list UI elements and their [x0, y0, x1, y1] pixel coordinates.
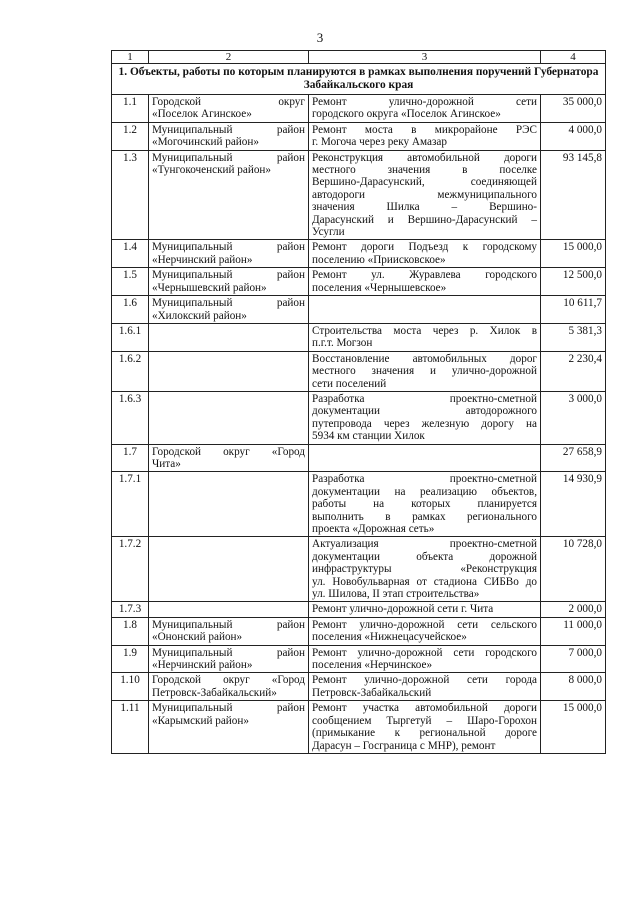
- row-number: 1.9: [112, 645, 149, 673]
- work-cell: [309, 391, 541, 444]
- table-row: [112, 602, 606, 617]
- table-row: [112, 673, 606, 701]
- entity-cell-line: «Тунгокоченский район»: [152, 164, 271, 177]
- entity-cell-line: «Чернышевский район»: [152, 281, 267, 294]
- entity-cell: [149, 351, 309, 391]
- work-cell: [309, 351, 541, 391]
- work-cell-line: местного значения в поселке: [312, 164, 537, 177]
- work-cell-line: 5934 км станции Хилок: [312, 430, 425, 443]
- row-number: 1.4: [112, 240, 149, 268]
- work-cell-line: Усугли: [312, 226, 345, 239]
- work-cell-line: Ремонт дороги Подъезд к городскому: [312, 241, 537, 254]
- work-cell-line: Ремонт участка автомобильной дороги: [312, 702, 537, 715]
- work-cell-line: выполнить в рамках регионального: [312, 510, 537, 523]
- amount-cell: 5 381,3: [541, 323, 606, 351]
- entity-cell-line: «Поселок Агинское»: [152, 108, 252, 121]
- work-cell-line: сообщением Тыргетуй – Шаро-Горохон: [312, 714, 537, 727]
- table-row: [112, 122, 606, 150]
- work-cell: [309, 602, 541, 617]
- amount-cell: 10 611,7: [541, 296, 606, 324]
- entity-cell-line: «Могочинский район»: [152, 136, 259, 149]
- amount-cell: 8 000,0: [541, 673, 606, 701]
- work-cell-line: п.г.т. Могзон: [312, 337, 373, 350]
- work-cell: [309, 701, 541, 754]
- page-number: 3: [316, 30, 324, 45]
- table-body: [112, 51, 606, 754]
- entity-cell: [149, 472, 309, 537]
- entity-cell: [149, 150, 309, 240]
- work-cell-line: ул. Новобульварная от стадиона СИБВо до: [312, 575, 537, 588]
- work-cell: [309, 673, 541, 701]
- work-cell-line: Реконструкция автомобильной дороги: [312, 151, 537, 164]
- entity-cell: [149, 673, 309, 701]
- table-row: [112, 323, 606, 351]
- amount-cell: 12 500,0: [541, 268, 606, 296]
- row-number: 1.2: [112, 122, 149, 150]
- work-cell: [309, 150, 541, 240]
- work-cell: [309, 296, 541, 324]
- row-number: 1.1: [112, 95, 149, 123]
- entity-cell: [149, 240, 309, 268]
- row-number: 1.7.1: [112, 472, 149, 537]
- work-cell-line: городского округа «Поселок Агинское»: [312, 108, 501, 121]
- row-number: 1.6: [112, 296, 149, 324]
- amount-cell: 14 930,9: [541, 472, 606, 537]
- section-row: [112, 64, 606, 95]
- entity-cell-line: Городской округ «Город: [152, 674, 305, 687]
- work-cell-line: Петровск-Забайкальский: [312, 686, 432, 699]
- entity-cell-line: Муниципальный район: [152, 646, 305, 659]
- amount-cell: 7 000,0: [541, 645, 606, 673]
- entity-cell-line: «Нерчинский район»: [152, 253, 253, 266]
- work-cell-line: г. Могоча через реку Амазар: [312, 136, 447, 149]
- row-number: 1.6.1: [112, 323, 149, 351]
- row-number: 1.7.2: [112, 537, 149, 602]
- entity-cell-line: «Хилокский район»: [152, 309, 247, 322]
- amount-cell: 3 000,0: [541, 391, 606, 444]
- amount-cell: 2 000,0: [541, 602, 606, 617]
- entity-cell-line: «Карымский район»: [152, 714, 249, 727]
- amount-cell: 2 230,4: [541, 351, 606, 391]
- entity-cell-line: «Ононский район»: [152, 631, 243, 644]
- table-row: [112, 150, 606, 240]
- row-number: 1.10: [112, 673, 149, 701]
- section-title: 1. Объекты, работы по которым планируются в рамках выполнения поручений Губернатора Забайкальского края: [112, 64, 606, 95]
- row-number: 1.8: [112, 617, 149, 645]
- entity-cell-line: Муниципальный район: [152, 269, 305, 282]
- table-row: [112, 444, 606, 472]
- work-cell-line: Ремонт улично-дорожной сети г. Чита: [312, 603, 494, 616]
- work-cell: [309, 617, 541, 645]
- work-cell: [309, 268, 541, 296]
- amount-cell: 4 000,0: [541, 122, 606, 150]
- work-cell-line: Ремонт улично-дорожной сети сельского: [312, 618, 537, 631]
- work-cell-line: (примыкание к региональной дороге: [312, 727, 537, 740]
- work-cell-line: путепровода через железную дорогу на: [312, 417, 537, 430]
- amount-cell: 15 000,0: [541, 701, 606, 754]
- entity-cell-line: Муниципальный район: [152, 618, 305, 631]
- entity-cell: [149, 95, 309, 123]
- header-cell: 1: [112, 51, 149, 64]
- work-cell: [309, 240, 541, 268]
- work-cell-line: ул. Шилова, II этап строительства»: [312, 588, 480, 601]
- work-cell-line: Строительства моста через р. Хилок в: [312, 324, 537, 337]
- row-number: 1.6.3: [112, 391, 149, 444]
- work-cell: [309, 323, 541, 351]
- work-cell-line: документации автодорожного: [312, 405, 537, 418]
- entity-cell-line: Муниципальный район: [152, 151, 305, 164]
- work-cell-line: проекта «Дорожная сеть»: [312, 523, 435, 535]
- entity-cell-line: Петровск-Забайкальский»: [152, 686, 277, 699]
- amount-cell: 15 000,0: [541, 240, 606, 268]
- work-cell-line: работы на которых планируется: [312, 498, 537, 511]
- work-cell-line: Актуализация проектно-сметной: [312, 538, 537, 551]
- work-cell-line: документации на реализацию объектов,: [312, 485, 537, 498]
- work-cell: [309, 537, 541, 602]
- entity-cell: [149, 268, 309, 296]
- entity-cell: [149, 391, 309, 444]
- header-cell: 2: [149, 51, 309, 64]
- row-number: 1.7.3: [112, 602, 149, 617]
- work-cell-line: Ремонт улично-дорожной сети города: [312, 674, 537, 687]
- entity-cell-line: «Нерчинский район»: [152, 659, 253, 672]
- work-cell-line: Ремонт улично-дорожной сети: [312, 96, 537, 108]
- table-row: [112, 617, 606, 645]
- entity-cell: [149, 602, 309, 617]
- entity-cell-line: Городской округ «Город: [152, 445, 305, 458]
- work-cell-line: инфраструктуры «Реконструкция: [312, 563, 537, 576]
- row-number: 1.11: [112, 701, 149, 754]
- amount-cell: 10 728,0: [541, 537, 606, 602]
- work-cell-line: Ремонт ул. Журавлева городского: [312, 269, 537, 282]
- table-row: [112, 268, 606, 296]
- entity-cell-line: Городской округ: [152, 96, 305, 108]
- table-row: [112, 95, 606, 123]
- work-cell-line: Восстановление автомобильных дорог: [312, 352, 537, 365]
- header-cell: 4: [541, 51, 606, 64]
- work-cell-line: поселения «Нижнецасучейское»: [312, 631, 467, 644]
- table-row: [112, 472, 606, 537]
- work-cell-line: Разработка проектно-сметной: [312, 473, 537, 486]
- work-cell-line: поселения «Нерчинское»: [312, 659, 433, 672]
- work-cell-line: автодороги межмуниципального: [312, 188, 537, 201]
- entity-cell-line: Муниципальный район: [152, 241, 305, 254]
- entity-cell-line: Муниципальный район: [152, 123, 305, 136]
- table-row: [112, 296, 606, 324]
- work-cell-line: Вершино-Дарасунский, соединяющей: [312, 176, 537, 189]
- table-row: [112, 240, 606, 268]
- header-cell: 3: [309, 51, 541, 64]
- entity-cell-line: Муниципальный район: [152, 702, 305, 715]
- header-row: [112, 51, 606, 64]
- table-row: [112, 645, 606, 673]
- amount-cell: 27 658,9: [541, 444, 606, 472]
- work-cell-line: значения Шилка – Вершино-: [312, 201, 537, 214]
- work-cell-line: Ремонт моста в микрорайоне РЭС: [312, 123, 537, 136]
- entity-cell: [149, 701, 309, 754]
- work-cell-line: Ремонт улично-дорожной сети городского: [312, 646, 537, 659]
- table-row: [112, 537, 606, 602]
- row-number: 1.3: [112, 150, 149, 240]
- work-cell-line: Дарасун – Госграница с МНР), ремонт: [312, 739, 496, 752]
- work-cell: [309, 95, 541, 123]
- work-cell-line: поселению «Приисковское»: [312, 253, 446, 266]
- work-cell-line: поселения «Чернышевское»: [312, 281, 447, 294]
- entity-cell: [149, 617, 309, 645]
- work-cell-line: документации объекта дорожной: [312, 550, 537, 563]
- amount-cell: 11 000,0: [541, 617, 606, 645]
- work-cell-line: Разработка проектно-сметной: [312, 392, 537, 405]
- row-number: 1.6.2: [112, 351, 149, 391]
- amount-cell: 93 145,8: [541, 150, 606, 240]
- entity-cell: [149, 645, 309, 673]
- row-number: 1.5: [112, 268, 149, 296]
- entity-cell: [149, 444, 309, 472]
- work-cell: [309, 645, 541, 673]
- table-row: [112, 701, 606, 754]
- entity-cell: [149, 122, 309, 150]
- work-cell: [309, 472, 541, 537]
- budget-table: [111, 50, 606, 754]
- row-number: 1.7: [112, 444, 149, 472]
- entity-cell-line: Чита»: [152, 457, 181, 470]
- work-cell-line: сети поселений: [312, 377, 387, 390]
- entity-cell: [149, 323, 309, 351]
- entity-cell: [149, 537, 309, 602]
- amount-cell: 35 000,0: [541, 95, 606, 123]
- work-cell: [309, 444, 541, 472]
- entity-cell: [149, 296, 309, 324]
- work-cell-line: Дарасунский и Вершино-Дарасунский –: [312, 213, 537, 226]
- table-row: [112, 351, 606, 391]
- entity-cell-line: Муниципальный район: [152, 297, 305, 310]
- work-cell-line: местного значения и улично-дорожной: [312, 365, 537, 378]
- table-row: [112, 391, 606, 444]
- work-cell: [309, 122, 541, 150]
